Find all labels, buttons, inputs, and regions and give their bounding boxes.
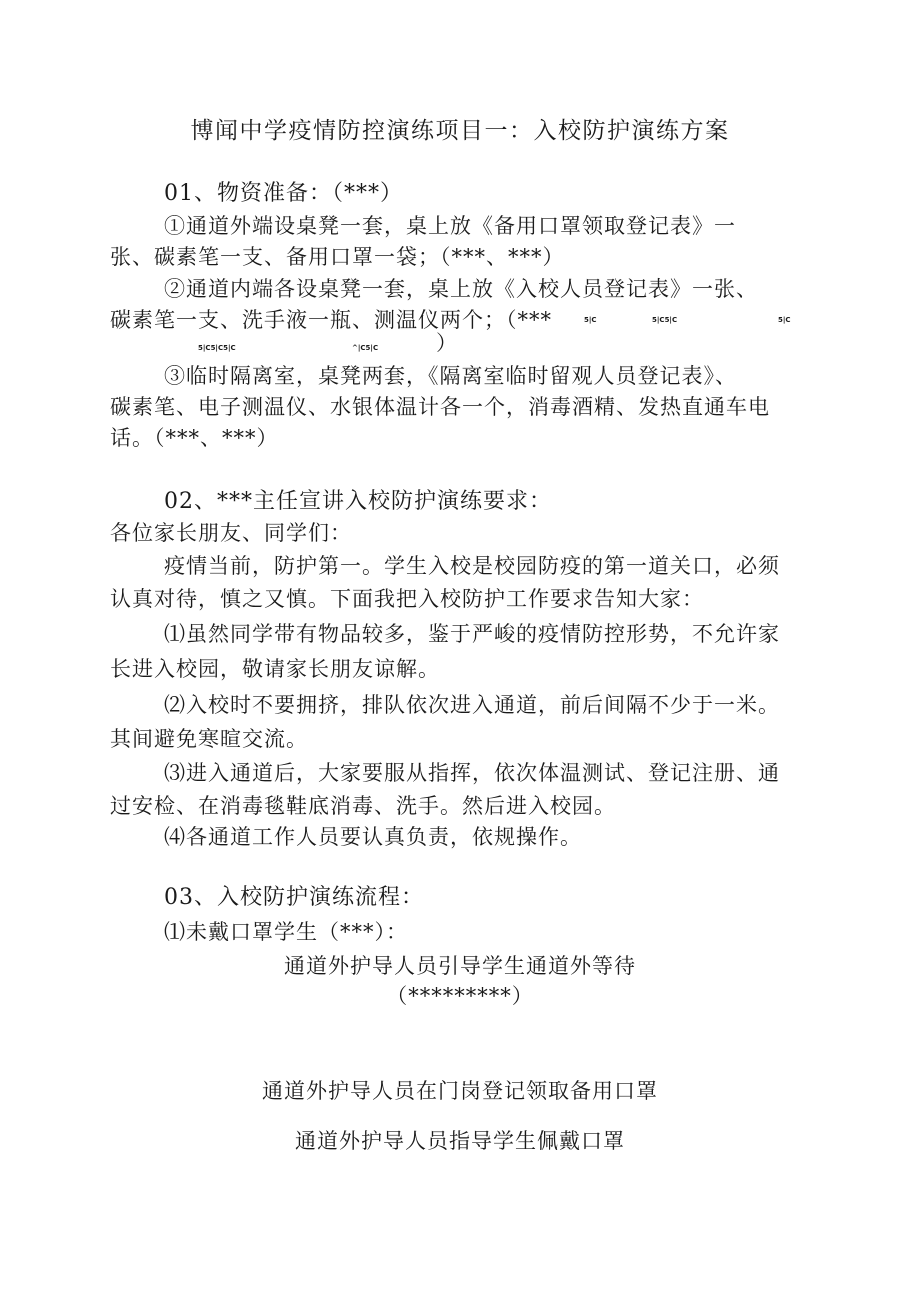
section-2-point-2-line-2: 其间避免寒暄交流。 bbox=[110, 727, 308, 751]
section-3-sub-1: ⑴未戴口罩学生（***）： bbox=[164, 920, 408, 944]
section-1-item-3-line-2: 碳素笔、电子测温仪、水银体温计各一个，消毒酒精、发热直通车电 bbox=[110, 395, 770, 419]
section-1-heading: 01、物资准备：（***） bbox=[164, 181, 403, 206]
section-1-item-3-line-1: ③临时隔离室，桌凳两套，《隔离室临时留观人员登记表》、 bbox=[164, 364, 737, 388]
section-1-item-2-line-2: 碳素笔一支、洗手液一瓶、测温仪两个；（*** bbox=[110, 308, 552, 332]
section-1-item-3-line-3: 话。（***、***） bbox=[110, 426, 279, 450]
section-2-heading: 02、***主任宣讲入校防护演练要求： bbox=[164, 489, 552, 514]
section-2-point-3-line-2: 过安检、在消毒毯鞋底消毒、洗手。然后进入校园。 bbox=[110, 794, 616, 818]
section-1-item-1-line-2: 张、碳素笔一支、备用口罩一袋；（***、***） bbox=[110, 245, 565, 269]
section-2-point-2-line-1: ⑵入校时不要拥挤，排队依次进入通道，前后间隔不少于一米。 bbox=[164, 693, 780, 717]
section-3-heading: 03、入校防护演练流程： bbox=[164, 885, 424, 910]
flow-step-1-note: （*********） bbox=[386, 984, 534, 1008]
noise-text: 5|C5|C bbox=[652, 316, 678, 324]
noise-text: 5|C bbox=[584, 316, 597, 324]
section-2-point-1-line-1: ⑴虽然同学带有物品较多，鉴于严峻的疫情防控形势，不允许家 bbox=[164, 622, 780, 646]
noise-text: ^|C5|C bbox=[352, 344, 379, 352]
flow-step-1: 通道外护导人员引导学生通道外等待 bbox=[284, 954, 636, 978]
section-2-greeting: 各位家长朋友、同学们： bbox=[110, 521, 352, 545]
flow-step-2: 通道外护导人员在门岗登记领取备用口罩 bbox=[262, 1079, 658, 1103]
document-title: 博闻中学疫情防控演练项目一：入校防护演练方案 bbox=[190, 118, 730, 144]
section-2-point-1-line-2: 长进入校园，敬请家长朋友谅解。 bbox=[110, 657, 440, 681]
noise-text: 5|C5|C5|C bbox=[198, 344, 236, 352]
section-1-item-1-line-1: ①通道外端设桌凳一套，桌上放《备用口罩领取登记表》一 bbox=[164, 214, 736, 238]
flow-step-3: 通道外护导人员指导学生佩戴口罩 bbox=[295, 1129, 625, 1153]
section-1-item-2-close: ） bbox=[436, 331, 458, 355]
section-2-intro-line-2: 认真对待，慎之又慎。下面我把入校防护工作要求告知大家： bbox=[110, 587, 704, 611]
section-1-item-2-line-1: ②通道内端各设桌凳一套，桌上放《入校人员登记表》一张、 bbox=[164, 277, 758, 301]
section-2-point-3-line-1: ⑶进入通道后，大家要服从指挥，依次体温测试、登记注册、通 bbox=[164, 761, 780, 785]
section-2-intro-line-1: 疫情当前，防护第一。学生入校是校园防疫的第一道关口，必须 bbox=[164, 554, 780, 578]
section-2-point-4: ⑷各通道工作人员要认真负责，依规操作。 bbox=[164, 825, 582, 849]
noise-text: 5|C bbox=[778, 316, 791, 324]
